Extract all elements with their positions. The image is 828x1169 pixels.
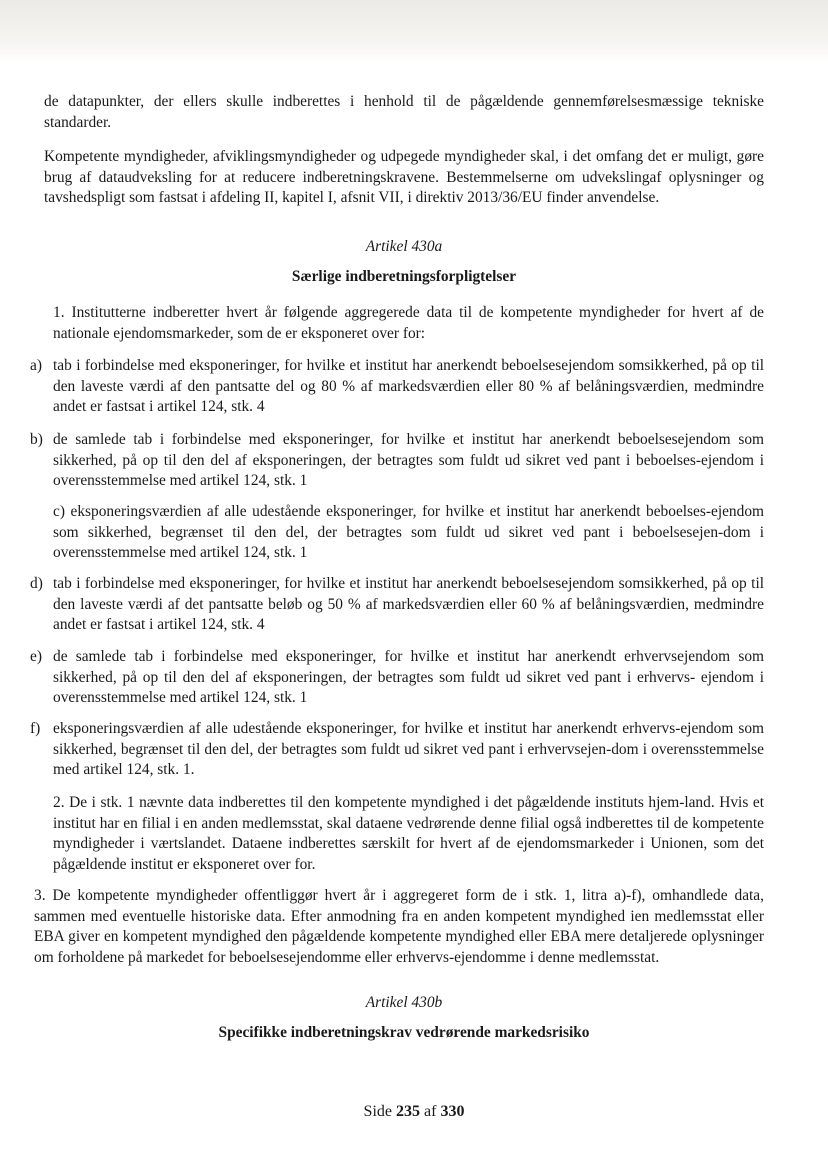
item-e-label: e) [30, 648, 42, 665]
item-a-text: tab i forbindelse med eksponeringer, for hvilke et institut har anerkendt beboelsesejendom somsikkerhed, på op til den laveste værdi af den pantsatte del og 80 % af markedsværdien eller 80 % af belåningsværdien, medmindre andet er fastsat i artikel 124, stk. 4 [53, 357, 764, 416]
paragraph-data-exchange: Kompetente myndigheder, afviklingsmyndigheder og udpegede myndigheder skal, i det omfang det er muligt, gøre brug af dataudveksling for at reducere indberetningskravene. Bestemmelserne om udvekslingaf oplysninger og tavshedspligt som fastsat i afdeling II, kapitel I, afsnit VII, i direktiv 2013/36/EU finder anvendelse. [44, 148, 764, 207]
item-b-label: b) [30, 431, 43, 448]
page-number-footer [0, 1103, 828, 1121]
item-f-label: f) [30, 720, 41, 737]
item-a-label: a) [30, 357, 42, 374]
footer-middle: af [424, 1103, 437, 1120]
footer-current-page: 235 [396, 1103, 420, 1120]
article-430a-title: Særlige indberetningsforpligtelser [291, 268, 517, 285]
article-430a-para-3: 3. De kompetente myndigheder offentliggør hvert år i aggregeret form de i stk. 1, litra a)-f), omhandlede data, sammen med eventuelle historiske data. Efter anmodning fra en anden kompetent myndighed ien medlemsstat eller EBA giver en kompetent myndighed den pågældende kompetente myndighed eller EBA mere detaljerede oplysninger om forholdene på markedet for beboelsesejendomme eller erhvervs-ejendomme i denne medlemsstat. [34, 887, 764, 966]
item-b-text: de samlede tab i forbindelse med eksponeringer, for hvilke et institut har anerkendt beboelsesejendom som sikkerhed, på op til den del af eksponeringen, der betragtes som fuldt ud sikret ved pant i beboelses-ejendom i overensstemmelse med artikel 124, stk. 1 [53, 431, 764, 490]
article-430a-para-2: 2. De i stk. 1 nævnte data indberettes til den kompetente myndighed i det pågældende instituts hjem-land. Hvis et institut har en filial i en anden medlemsstat, skal dataene vedrørende denne filial også indberettes til de kompetente myndigheder i værtslandet. Dataene indberettes særskilt for hvert af de ejendomsmarkeder i Unionen, som det pågældende institut er eksponeret over for. [53, 794, 764, 873]
item-c-text: c) eksponeringsværdien af alle udestående eksponeringer, for hvilke et institut har anerkendt beboelses-ejendom som sikkerhed, begrænset til den del, der betragtes som fuldt ud sikret ved pant i beboelsesejen-dom i overensstemmelse med artikel 124, stk. 1 [53, 503, 764, 562]
item-e-text: de samlede tab i forbindelse med eksponeringer, for hvilke et institut har anerkendt erhvervsejendom som sikkerhed, på op til den del af eksponeringen, der betragtes som fuldt ud sikret ved pant i erhvervs- ejendom i overensstemmelse med artikel 124, stk. 1 [53, 648, 764, 707]
article-430b-heading: Artikel 430b [365, 994, 443, 1011]
article-430a-para-1: 1. Institutterne indberetter hvert år følgende aggregerede data til de kompetente myndigheder for hvert af de nationale ejendomsmarkeder, som de er eksponeret over for: [53, 304, 764, 342]
article-430a-heading: Artikel 430a [365, 238, 443, 255]
paragraph-continuation: de datapunkter, der ellers skulle indberettes i henhold til de pågældende gennemførelsesmæssige tekniske standarder. [44, 93, 764, 131]
footer-total-pages: 330 [440, 1103, 465, 1120]
item-f-text: eksponeringsværdien af alle udestående eksponeringer, for hvilke et institut har anerkendt erhvervs-ejendom som sikkerhed, begrænset til den del, der betragtes som fuldt ud sikret ved pant i erhvervsejen-dom i overensstemmelse med artikel 124, stk. 1. [53, 720, 764, 779]
footer-prefix: Side [363, 1103, 392, 1120]
item-d-label: d) [30, 575, 43, 592]
item-d-text: tab i forbindelse med eksponeringer, for hvilke et institut har anerkendt beboelsesejendom somsikkerhed, på op til den laveste værdi af det pantsatte beløb og 50 % af markedsværdien eller 60 % af belåningsværdien, medmindre andet er fastsat i artikel 124, stk. 4 [53, 575, 764, 634]
article-430b-title: Specifikke indberetningskrav vedrørende markedsrisiko [218, 1024, 590, 1041]
